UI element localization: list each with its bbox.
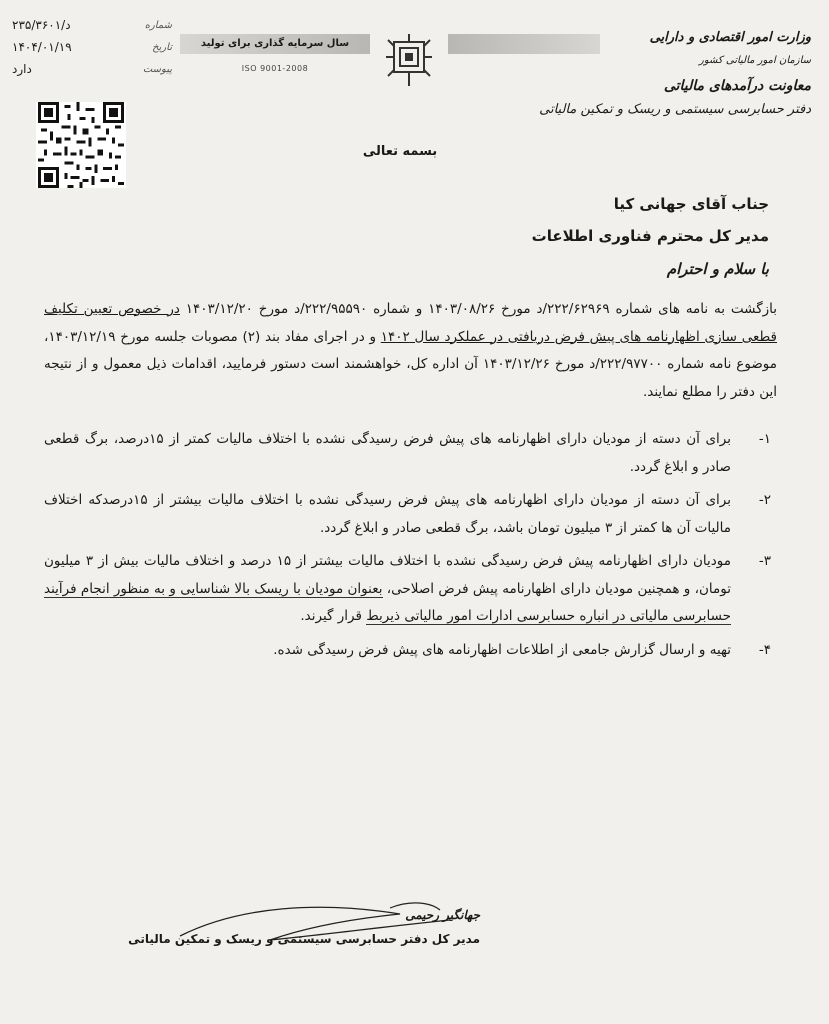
letter-meta [12,14,172,80]
item-text-b: قرار گیرند. [300,608,367,624]
meta-number-label: شماره [144,19,172,31]
meta-number-row [12,14,172,36]
recipient-block [269,188,769,252]
deputy-name: معاونت درآمدهای مالیاتی [663,78,811,94]
signature-stroke-icon [160,896,480,956]
letter-number: ۲۳۵/۳۶۰۱/د [12,18,71,32]
list-item [44,487,777,542]
item-text-a: مودیان دارای اظهارنامه پیش فرض رسیدگی نشده با اختلاف مالیات بیشتر از ۱۵ درصد و اختلاف مالیات بیش از ۳ میلیون تومان، و همچنین مودیان دارای اظهارنامه پیش فرض اصلاحی، [44,553,732,597]
intro-part-a: بازگشت به نامه های شماره ۲۲۲/۶۲۹۶۹/د مورخ ۱۴۰۳/۰۸/۲۶ و شماره ۲۲۲/۹۵۵۹۰/د مورخ ۱۴۰۳/۱۲/۲۰ [179,301,778,317]
item-text: برای آن دسته از مودیان دارای اظهارنامه های پیش فرض رسیدگی نشده با اختلاف مالیات کمتر از ۱۵درصد، برگ قطعی صادر و ابلاغ گردد. [44,431,731,475]
signatory-title: مدیر کل دفتر حسابرسی سیستمی و ریسک و تمکین مالیاتی [128,932,480,946]
ministry-header [511,30,811,117]
banner-slogan: سال سرمایه گذاری برای تولید [180,34,370,54]
list-item [44,548,777,631]
intro-paragraph [44,296,777,406]
item-number: ۴- [758,641,771,658]
ministry-name: وزارت امور اقتصادی و دارایی [649,30,811,45]
item-text-highlighted: بعنوان مودیان با ریسک بالا شناسایی و به منظور انجام فرآیند حسابرسی مالیاتی در انباره حسابرسی ادارات امور مالیاتی ذیربط [44,580,731,624]
office-name: دفتر حسابرسی سیستمی و ریسک و تمکین مالیاتی [539,102,811,117]
item-number: ۳- [758,553,771,569]
recipient-name: جناب آقای جهانی کیا [613,195,769,213]
list-item [44,637,777,665]
organization-name: سازمان امور مالیاتی کشور [699,55,811,66]
meta-date-label: تاریخ [152,41,172,53]
emblem-icon [378,32,440,88]
intro-underlined: در خصوص تعیین تکلیف قطعی سازی اظهارنامه های پیش فرض دریافتی در عملکرد سال ۱۴۰۲ [44,301,777,345]
recipient-title: مدیر کل محترم فناوری اطلاعات [531,227,769,245]
qr-code [36,102,126,188]
intro-part-b: و در اجرای مفاد بند (۲) مصوبات جلسه مورخ ۱۴۰۳/۱۲/۱۹، موضوع نامه شماره ۲۲۲/۹۷۷۰۰/د مورخ ۱۴۰۳/۱۲/۲۶ آن اداره کل، خواهشمند است دستور فرمایید، اقدامات ذیل معمول و از نتیجه این دفتر را مطلع نمایند. [44,328,777,400]
letter-date: ۱۴۰۴/۰۱/۱۹ [12,40,72,54]
letter-attachment: دارد [12,62,32,76]
letter-body [44,296,777,670]
signatory-name: جهانگیر رحیمی [405,908,480,922]
bismillah: بسمه تعالی [362,144,438,159]
meta-attachment-label: پیوست [142,63,172,75]
action-items [44,426,777,664]
list-item [44,426,777,481]
item-text: تهیه و ارسال گزارش جامعی از اطلاعات اظهارنامه های پیش فرض رسیدگی شده. [273,641,731,658]
signature-block [128,896,480,956]
meta-attachment-row [12,58,172,80]
meta-date-row [12,36,172,58]
iso-certificate: ISO 9001-2008 [241,64,309,73]
item-number: ۱- [758,431,771,447]
item-number: ۲- [758,492,771,508]
item-text: برای آن دسته از مودیان دارای اظهارنامه های پیش فرض رسیدگی نشده با اختلاف مالیات بیشتر از ۱۵درصدکه اختلاف مالیات آن ها کمتر از ۳ میلیون تومان باشد، برگ قطعی صادر و ابلاغ گردد. [44,492,731,536]
greeting: با سلام و احترام [666,260,769,278]
